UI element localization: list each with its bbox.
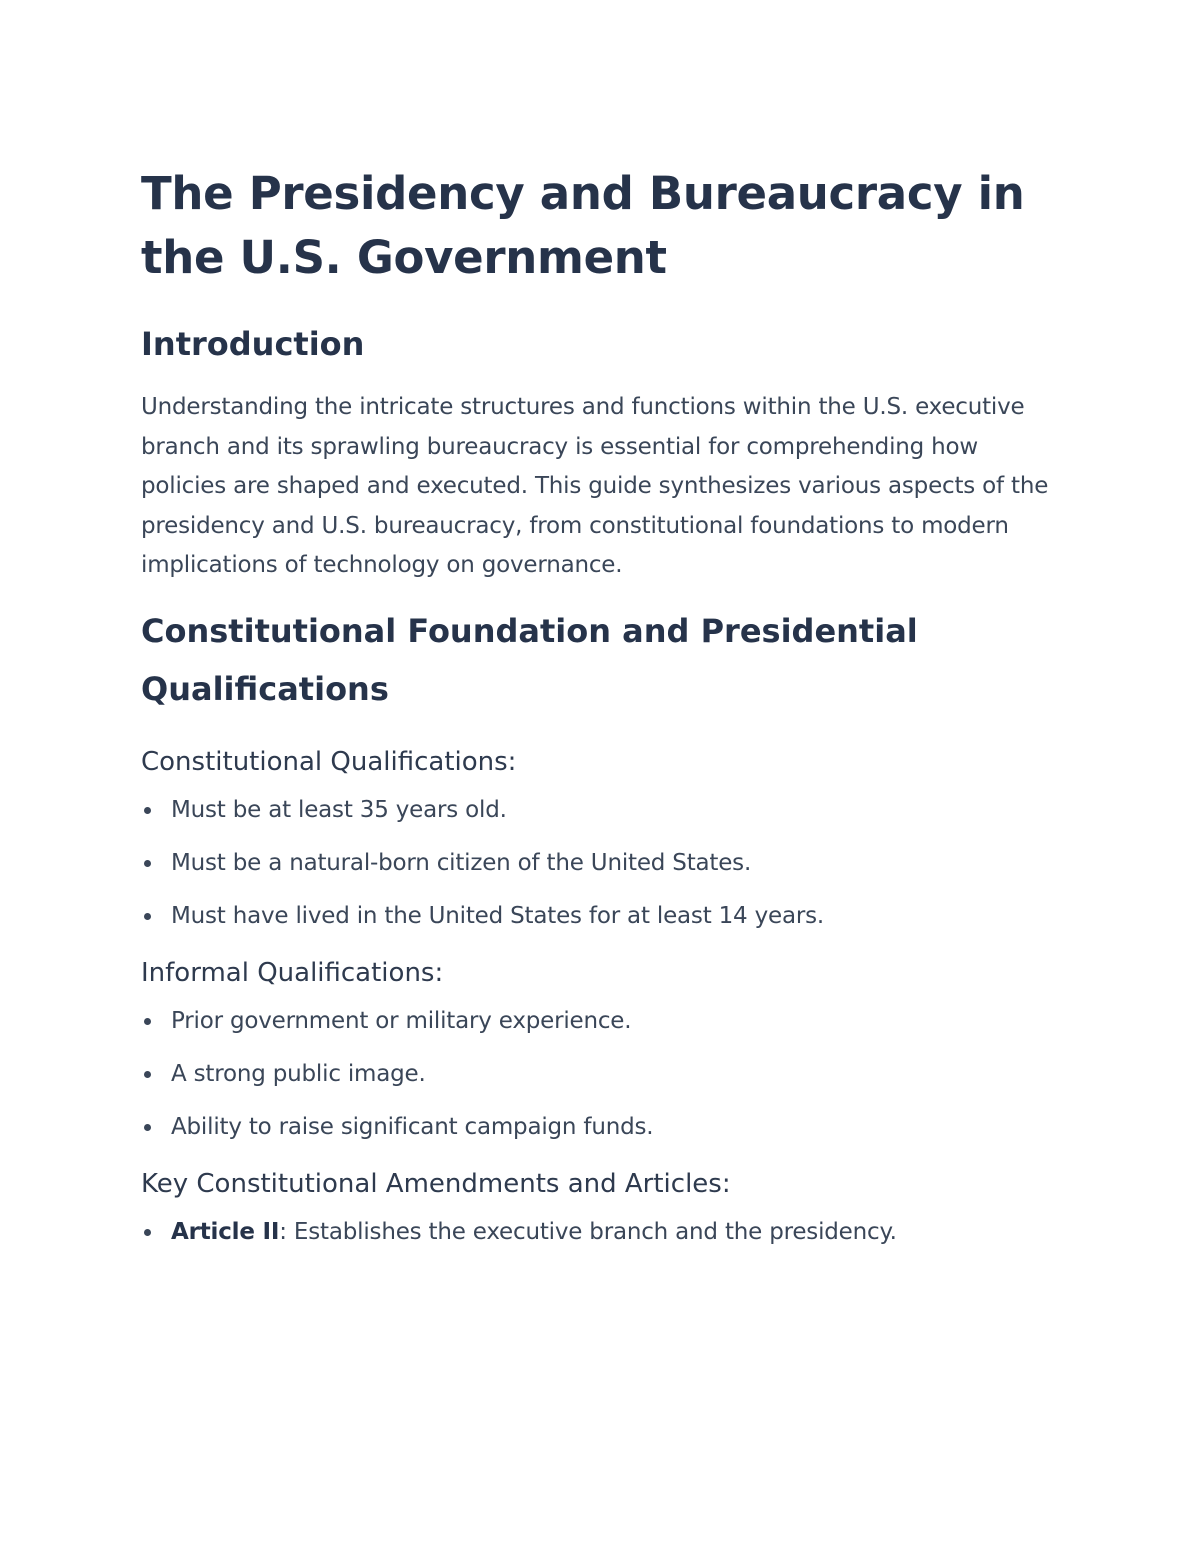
key-amendments-list bbox=[141, 1216, 1061, 1249]
section-heading: Constitutional Foundation and Presidential Qualifications bbox=[141, 611, 918, 708]
list-item bbox=[141, 900, 1061, 933]
list-item bbox=[141, 1058, 1061, 1091]
list-item-text: Must be a natural-born citizen of the United States. bbox=[171, 849, 752, 876]
list-item-term: Article II bbox=[171, 1218, 280, 1245]
bullet-icon bbox=[144, 1018, 151, 1025]
list-item-text: : Establishes the executive branch and the presidency. bbox=[279, 1218, 897, 1245]
list-item-text: Ability to raise significant campaign funds. bbox=[171, 1113, 654, 1140]
bullet-icon bbox=[144, 1124, 151, 1131]
bullet-icon bbox=[144, 1229, 151, 1236]
bullet-icon bbox=[144, 807, 151, 814]
informal-qualifications-heading: Informal Qualifications: bbox=[141, 957, 444, 988]
bullet-icon bbox=[144, 860, 151, 867]
bullet-icon bbox=[144, 1071, 151, 1078]
constitutional-qualifications-heading: Constitutional Qualifications: bbox=[141, 746, 517, 777]
list-item bbox=[141, 1005, 1061, 1038]
key-amendments-heading: Key Constitutional Amendments and Articles: bbox=[141, 1168, 731, 1199]
list-item bbox=[141, 794, 1061, 827]
list-item-text: Must be at least 35 years old. bbox=[171, 796, 507, 823]
list-item-text: Prior government or military experience. bbox=[171, 1007, 632, 1034]
constitutional-qualifications-list bbox=[141, 794, 1061, 933]
list-item bbox=[141, 1216, 1061, 1249]
document-title: The Presidency and Bureaucracy in the U.S. Government bbox=[141, 167, 1025, 284]
list-item-text: A strong public image. bbox=[171, 1060, 426, 1087]
bullet-icon bbox=[144, 913, 151, 920]
list-item bbox=[141, 847, 1061, 880]
list-item bbox=[141, 1111, 1061, 1144]
informal-qualifications-list bbox=[141, 1005, 1061, 1144]
introduction-heading: Introduction bbox=[141, 325, 365, 363]
list-item-text: Must have lived in the United States for at least 14 years. bbox=[171, 902, 825, 929]
introduction-paragraph: Understanding the intricate structures and functions within the U.S. executive branch and its sprawling bureaucracy is essential for comprehending how policies are shaped and executed. This guide synthesizes various aspects of the presidency and U.S. bureaucracy, from constitutional foundations to modern implications of technology on governance. bbox=[141, 394, 1049, 578]
document-page bbox=[141, 162, 1061, 1249]
